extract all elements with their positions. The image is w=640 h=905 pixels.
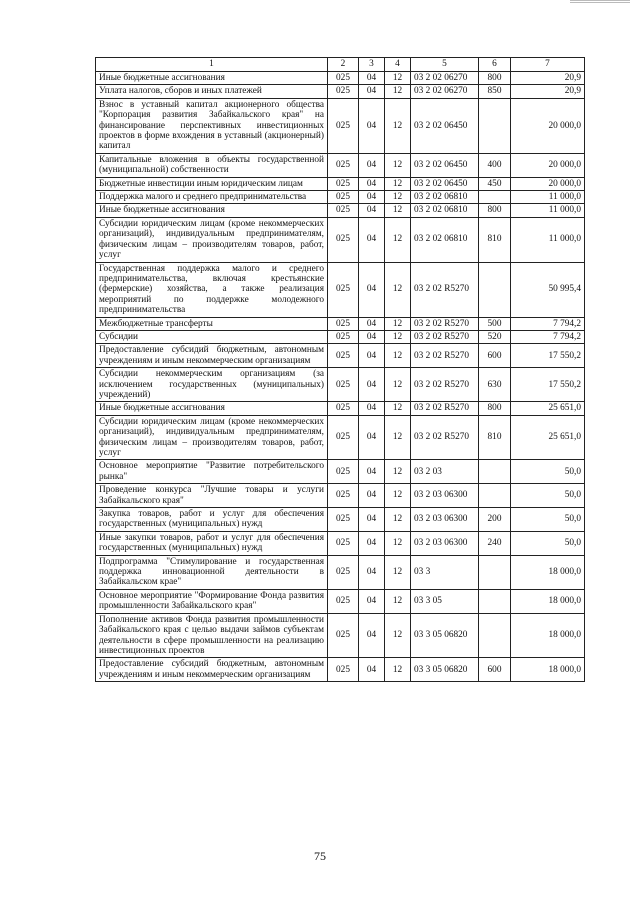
row-code-cell: 025 bbox=[328, 589, 359, 613]
table-row bbox=[96, 72, 585, 85]
table-row bbox=[96, 508, 585, 532]
row-target-article-cell: 03 2 02 R5270 bbox=[411, 344, 479, 368]
row-code-cell: 025 bbox=[328, 613, 359, 658]
row-code-cell: 025 bbox=[328, 508, 359, 532]
row-section-cell: 04 bbox=[359, 415, 385, 460]
row-subsection-cell: 12 bbox=[385, 368, 411, 402]
row-code-cell: 025 bbox=[328, 85, 359, 98]
row-amount-cell: 50,0 bbox=[511, 484, 585, 508]
row-subsection-cell: 12 bbox=[385, 531, 411, 555]
row-target-article-cell: 03 2 02 06450 bbox=[411, 153, 479, 177]
row-name-cell: Поддержка малого и среднего предпринимательства bbox=[96, 191, 328, 204]
row-code-cell: 025 bbox=[328, 658, 359, 682]
row-subsection-cell: 12 bbox=[385, 177, 411, 190]
row-code-cell: 025 bbox=[328, 217, 359, 262]
budget-table bbox=[95, 57, 585, 682]
row-target-article-cell: 03 2 02 06450 bbox=[411, 98, 479, 153]
row-target-article-cell: 03 2 02 06270 bbox=[411, 85, 479, 98]
row-name-cell: Основное мероприятие "Формирование Фонда развития промышленности Забайкальского края" bbox=[96, 589, 328, 613]
row-target-article-cell: 03 2 02 R5270 bbox=[411, 368, 479, 402]
row-target-article-cell: 03 2 02 06810 bbox=[411, 217, 479, 262]
row-code-cell: 025 bbox=[328, 330, 359, 343]
row-section-cell: 04 bbox=[359, 589, 385, 613]
row-target-article-cell: 03 2 03 06300 bbox=[411, 508, 479, 532]
row-subsection-cell: 12 bbox=[385, 317, 411, 330]
row-code-cell: 025 bbox=[328, 368, 359, 402]
row-subsection-cell: 12 bbox=[385, 217, 411, 262]
row-expense-type-cell: 630 bbox=[479, 368, 511, 402]
budget-table-body bbox=[96, 58, 585, 682]
row-expense-type-cell: 520 bbox=[479, 330, 511, 343]
table-row bbox=[96, 191, 585, 204]
row-subsection-cell: 12 bbox=[385, 658, 411, 682]
scan-edge-mark bbox=[570, 0, 630, 4]
row-target-article-cell: 03 2 02 06810 bbox=[411, 204, 479, 217]
row-code-cell: 025 bbox=[328, 204, 359, 217]
row-amount-cell: 20 000,0 bbox=[511, 177, 585, 190]
row-expense-type-cell: 810 bbox=[479, 217, 511, 262]
row-section-cell: 04 bbox=[359, 191, 385, 204]
table-row bbox=[96, 613, 585, 658]
row-code-cell: 025 bbox=[328, 555, 359, 589]
row-expense-type-cell bbox=[479, 484, 511, 508]
row-expense-type-cell bbox=[479, 98, 511, 153]
row-name-cell: Пополнение активов Фонда развития промышленности Забайкальского края с целью выдачи займов субъектам деятельности в сфере промышленности на реализацию инвестиционных проектов bbox=[96, 613, 328, 658]
table-row bbox=[96, 531, 585, 555]
row-amount-cell: 7 794,2 bbox=[511, 317, 585, 330]
row-section-cell: 04 bbox=[359, 317, 385, 330]
table-row bbox=[96, 344, 585, 368]
row-amount-cell: 20,9 bbox=[511, 72, 585, 85]
row-code-cell: 025 bbox=[328, 98, 359, 153]
row-section-cell: 04 bbox=[359, 344, 385, 368]
table-row bbox=[96, 217, 585, 262]
row-target-article-cell: 03 3 05 06820 bbox=[411, 613, 479, 658]
row-expense-type-cell bbox=[479, 613, 511, 658]
row-target-article-cell: 03 2 03 06300 bbox=[411, 484, 479, 508]
table-row bbox=[96, 177, 585, 190]
table-header-row bbox=[96, 58, 585, 72]
row-subsection-cell: 12 bbox=[385, 484, 411, 508]
row-expense-type-cell: 240 bbox=[479, 531, 511, 555]
header-cell: 5 bbox=[411, 58, 479, 72]
table-row bbox=[96, 415, 585, 460]
row-amount-cell: 20,9 bbox=[511, 85, 585, 98]
row-section-cell: 04 bbox=[359, 153, 385, 177]
row-amount-cell: 50,0 bbox=[511, 531, 585, 555]
row-name-cell: Государственная поддержка малого и среднего предпринимательства, включая крестьянские (фермерские) хозяйства, а также реализация мероприятий по поддержке молодежного предпринимательства bbox=[96, 262, 328, 317]
row-expense-type-cell bbox=[479, 460, 511, 484]
row-expense-type-cell: 400 bbox=[479, 153, 511, 177]
row-expense-type-cell: 850 bbox=[479, 85, 511, 98]
row-name-cell: Проведение конкурса "Лучшие товары и услуги Забайкальского края" bbox=[96, 484, 328, 508]
row-name-cell: Основное мероприятие "Развитие потребительского рынка" bbox=[96, 460, 328, 484]
table-row bbox=[96, 204, 585, 217]
row-amount-cell: 11 000,0 bbox=[511, 204, 585, 217]
row-expense-type-cell: 800 bbox=[479, 402, 511, 415]
row-section-cell: 04 bbox=[359, 460, 385, 484]
row-name-cell: Взнос в уставный капитал акционерного общества "Корпорация развития Забайкальского края" на финансирование перспективных инвестиционных проектов в форме вхождения в уставный (акционерный) капитал bbox=[96, 98, 328, 153]
row-amount-cell: 25 651,0 bbox=[511, 402, 585, 415]
row-section-cell: 04 bbox=[359, 402, 385, 415]
row-subsection-cell: 12 bbox=[385, 153, 411, 177]
row-target-article-cell: 03 3 05 06820 bbox=[411, 658, 479, 682]
row-section-cell: 04 bbox=[359, 508, 385, 532]
row-target-article-cell: 03 2 03 bbox=[411, 460, 479, 484]
row-target-article-cell: 03 2 02 R5270 bbox=[411, 330, 479, 343]
row-name-cell: Предоставление субсидий бюджетным, автономным учреждениям и иным некоммерческим организациям bbox=[96, 344, 328, 368]
row-expense-type-cell bbox=[479, 555, 511, 589]
row-code-cell: 025 bbox=[328, 72, 359, 85]
row-amount-cell: 20 000,0 bbox=[511, 98, 585, 153]
row-name-cell: Субсидии bbox=[96, 330, 328, 343]
row-expense-type-cell: 800 bbox=[479, 204, 511, 217]
row-code-cell: 025 bbox=[328, 402, 359, 415]
row-amount-cell: 25 651,0 bbox=[511, 415, 585, 460]
row-section-cell: 04 bbox=[359, 613, 385, 658]
row-expense-type-cell bbox=[479, 262, 511, 317]
row-name-cell: Субсидии юридическим лицам (кроме некоммерческих организаций), индивидуальным предпринимателям, физическим лицам – производителям товаров, работ, услуг bbox=[96, 415, 328, 460]
row-section-cell: 04 bbox=[359, 85, 385, 98]
row-name-cell: Межбюджетные трансферты bbox=[96, 317, 328, 330]
row-name-cell: Иные закупки товаров, работ и услуг для обеспечения государственных (муниципальных) нужд bbox=[96, 531, 328, 555]
row-target-article-cell: 03 2 03 06300 bbox=[411, 531, 479, 555]
row-code-cell: 025 bbox=[328, 460, 359, 484]
row-target-article-cell: 03 3 bbox=[411, 555, 479, 589]
row-subsection-cell: 12 bbox=[385, 98, 411, 153]
row-name-cell: Подпрограмма "Стимулирование и государственная поддержка инновационной деятельности в Забайкальском крае" bbox=[96, 555, 328, 589]
row-subsection-cell: 12 bbox=[385, 262, 411, 317]
row-amount-cell: 18 000,0 bbox=[511, 589, 585, 613]
row-subsection-cell: 12 bbox=[385, 72, 411, 85]
row-name-cell: Иные бюджетные ассигнования bbox=[96, 72, 328, 85]
table-row bbox=[96, 153, 585, 177]
row-expense-type-cell: 600 bbox=[479, 658, 511, 682]
row-target-article-cell: 03 2 02 06450 bbox=[411, 177, 479, 190]
row-expense-type-cell bbox=[479, 589, 511, 613]
table-row bbox=[96, 402, 585, 415]
header-cell: 1 bbox=[96, 58, 328, 72]
row-expense-type-cell: 800 bbox=[479, 72, 511, 85]
row-section-cell: 04 bbox=[359, 330, 385, 343]
table-row bbox=[96, 484, 585, 508]
row-expense-type-cell: 810 bbox=[479, 415, 511, 460]
row-subsection-cell: 12 bbox=[385, 85, 411, 98]
row-name-cell: Иные бюджетные ассигнования bbox=[96, 204, 328, 217]
page-number: 75 bbox=[314, 849, 326, 863]
row-amount-cell: 11 000,0 bbox=[511, 217, 585, 262]
row-amount-cell: 20 000,0 bbox=[511, 153, 585, 177]
row-name-cell: Бюджетные инвестиции иным юридическим лицам bbox=[96, 177, 328, 190]
row-section-cell: 04 bbox=[359, 98, 385, 153]
header-cell: 4 bbox=[385, 58, 411, 72]
row-name-cell: Закупка товаров, работ и услуг для обеспечения государственных (муниципальных) нужд bbox=[96, 508, 328, 532]
row-expense-type-cell: 450 bbox=[479, 177, 511, 190]
table-row bbox=[96, 460, 585, 484]
row-name-cell: Предоставление субсидий бюджетным, автономным учреждениям и иным некоммерческим организациям bbox=[96, 658, 328, 682]
row-section-cell: 04 bbox=[359, 72, 385, 85]
row-section-cell: 04 bbox=[359, 484, 385, 508]
row-name-cell: Иные бюджетные ассигнования bbox=[96, 402, 328, 415]
row-amount-cell: 11 000,0 bbox=[511, 191, 585, 204]
row-subsection-cell: 12 bbox=[385, 330, 411, 343]
row-code-cell: 025 bbox=[328, 415, 359, 460]
row-amount-cell: 50 995,4 bbox=[511, 262, 585, 317]
row-subsection-cell: 12 bbox=[385, 589, 411, 613]
row-code-cell: 025 bbox=[328, 531, 359, 555]
header-cell: 7 bbox=[511, 58, 585, 72]
table-row bbox=[96, 98, 585, 153]
row-expense-type-cell: 600 bbox=[479, 344, 511, 368]
row-subsection-cell: 12 bbox=[385, 508, 411, 532]
row-section-cell: 04 bbox=[359, 555, 385, 589]
row-target-article-cell: 03 2 02 R5270 bbox=[411, 317, 479, 330]
row-expense-type-cell: 500 bbox=[479, 317, 511, 330]
row-amount-cell: 18 000,0 bbox=[511, 613, 585, 658]
row-code-cell: 025 bbox=[328, 191, 359, 204]
row-name-cell: Капитальные вложения в объекты государственной (муниципальной) собственности bbox=[96, 153, 328, 177]
row-subsection-cell: 12 bbox=[385, 460, 411, 484]
table-row bbox=[96, 85, 585, 98]
row-name-cell: Субсидии некоммерческим организациям (за исключением государственных (муниципальных) учреждений) bbox=[96, 368, 328, 402]
row-code-cell: 025 bbox=[328, 177, 359, 190]
row-code-cell: 025 bbox=[328, 153, 359, 177]
row-section-cell: 04 bbox=[359, 658, 385, 682]
row-subsection-cell: 12 bbox=[385, 402, 411, 415]
table-row bbox=[96, 368, 585, 402]
row-expense-type-cell bbox=[479, 191, 511, 204]
table-row bbox=[96, 262, 585, 317]
row-target-article-cell: 03 2 02 06270 bbox=[411, 72, 479, 85]
row-target-article-cell: 03 2 02 R5270 bbox=[411, 402, 479, 415]
row-amount-cell: 18 000,0 bbox=[511, 555, 585, 589]
row-amount-cell: 50,0 bbox=[511, 460, 585, 484]
row-subsection-cell: 12 bbox=[385, 344, 411, 368]
row-subsection-cell: 12 bbox=[385, 204, 411, 217]
row-target-article-cell: 03 2 02 06810 bbox=[411, 191, 479, 204]
row-amount-cell: 50,0 bbox=[511, 508, 585, 532]
row-amount-cell: 17 550,2 bbox=[511, 344, 585, 368]
row-section-cell: 04 bbox=[359, 177, 385, 190]
row-target-article-cell: 03 2 02 R5270 bbox=[411, 415, 479, 460]
row-amount-cell: 17 550,2 bbox=[511, 368, 585, 402]
row-section-cell: 04 bbox=[359, 217, 385, 262]
row-expense-type-cell: 200 bbox=[479, 508, 511, 532]
row-name-cell: Уплата налогов, сборов и иных платежей bbox=[96, 85, 328, 98]
row-section-cell: 04 bbox=[359, 204, 385, 217]
row-target-article-cell: 03 3 05 bbox=[411, 589, 479, 613]
header-cell: 2 bbox=[328, 58, 359, 72]
row-subsection-cell: 12 bbox=[385, 415, 411, 460]
row-code-cell: 025 bbox=[328, 484, 359, 508]
row-code-cell: 025 bbox=[328, 262, 359, 317]
row-subsection-cell: 12 bbox=[385, 555, 411, 589]
row-target-article-cell: 03 2 02 R5270 bbox=[411, 262, 479, 317]
row-section-cell: 04 bbox=[359, 262, 385, 317]
row-section-cell: 04 bbox=[359, 531, 385, 555]
row-section-cell: 04 bbox=[359, 368, 385, 402]
header-cell: 6 bbox=[479, 58, 511, 72]
row-name-cell: Субсидии юридическим лицам (кроме некоммерческих организаций), индивидуальным предпринимателям, физическим лицам – производителям товаров, работ, услуг bbox=[96, 217, 328, 262]
row-code-cell: 025 bbox=[328, 317, 359, 330]
header-cell: 3 bbox=[359, 58, 385, 72]
row-subsection-cell: 12 bbox=[385, 191, 411, 204]
row-amount-cell: 7 794,2 bbox=[511, 330, 585, 343]
table-row bbox=[96, 555, 585, 589]
table-row bbox=[96, 330, 585, 343]
table-row bbox=[96, 317, 585, 330]
row-amount-cell: 18 000,0 bbox=[511, 658, 585, 682]
table-row bbox=[96, 658, 585, 682]
row-subsection-cell: 12 bbox=[385, 613, 411, 658]
table-row bbox=[96, 589, 585, 613]
row-code-cell: 025 bbox=[328, 344, 359, 368]
